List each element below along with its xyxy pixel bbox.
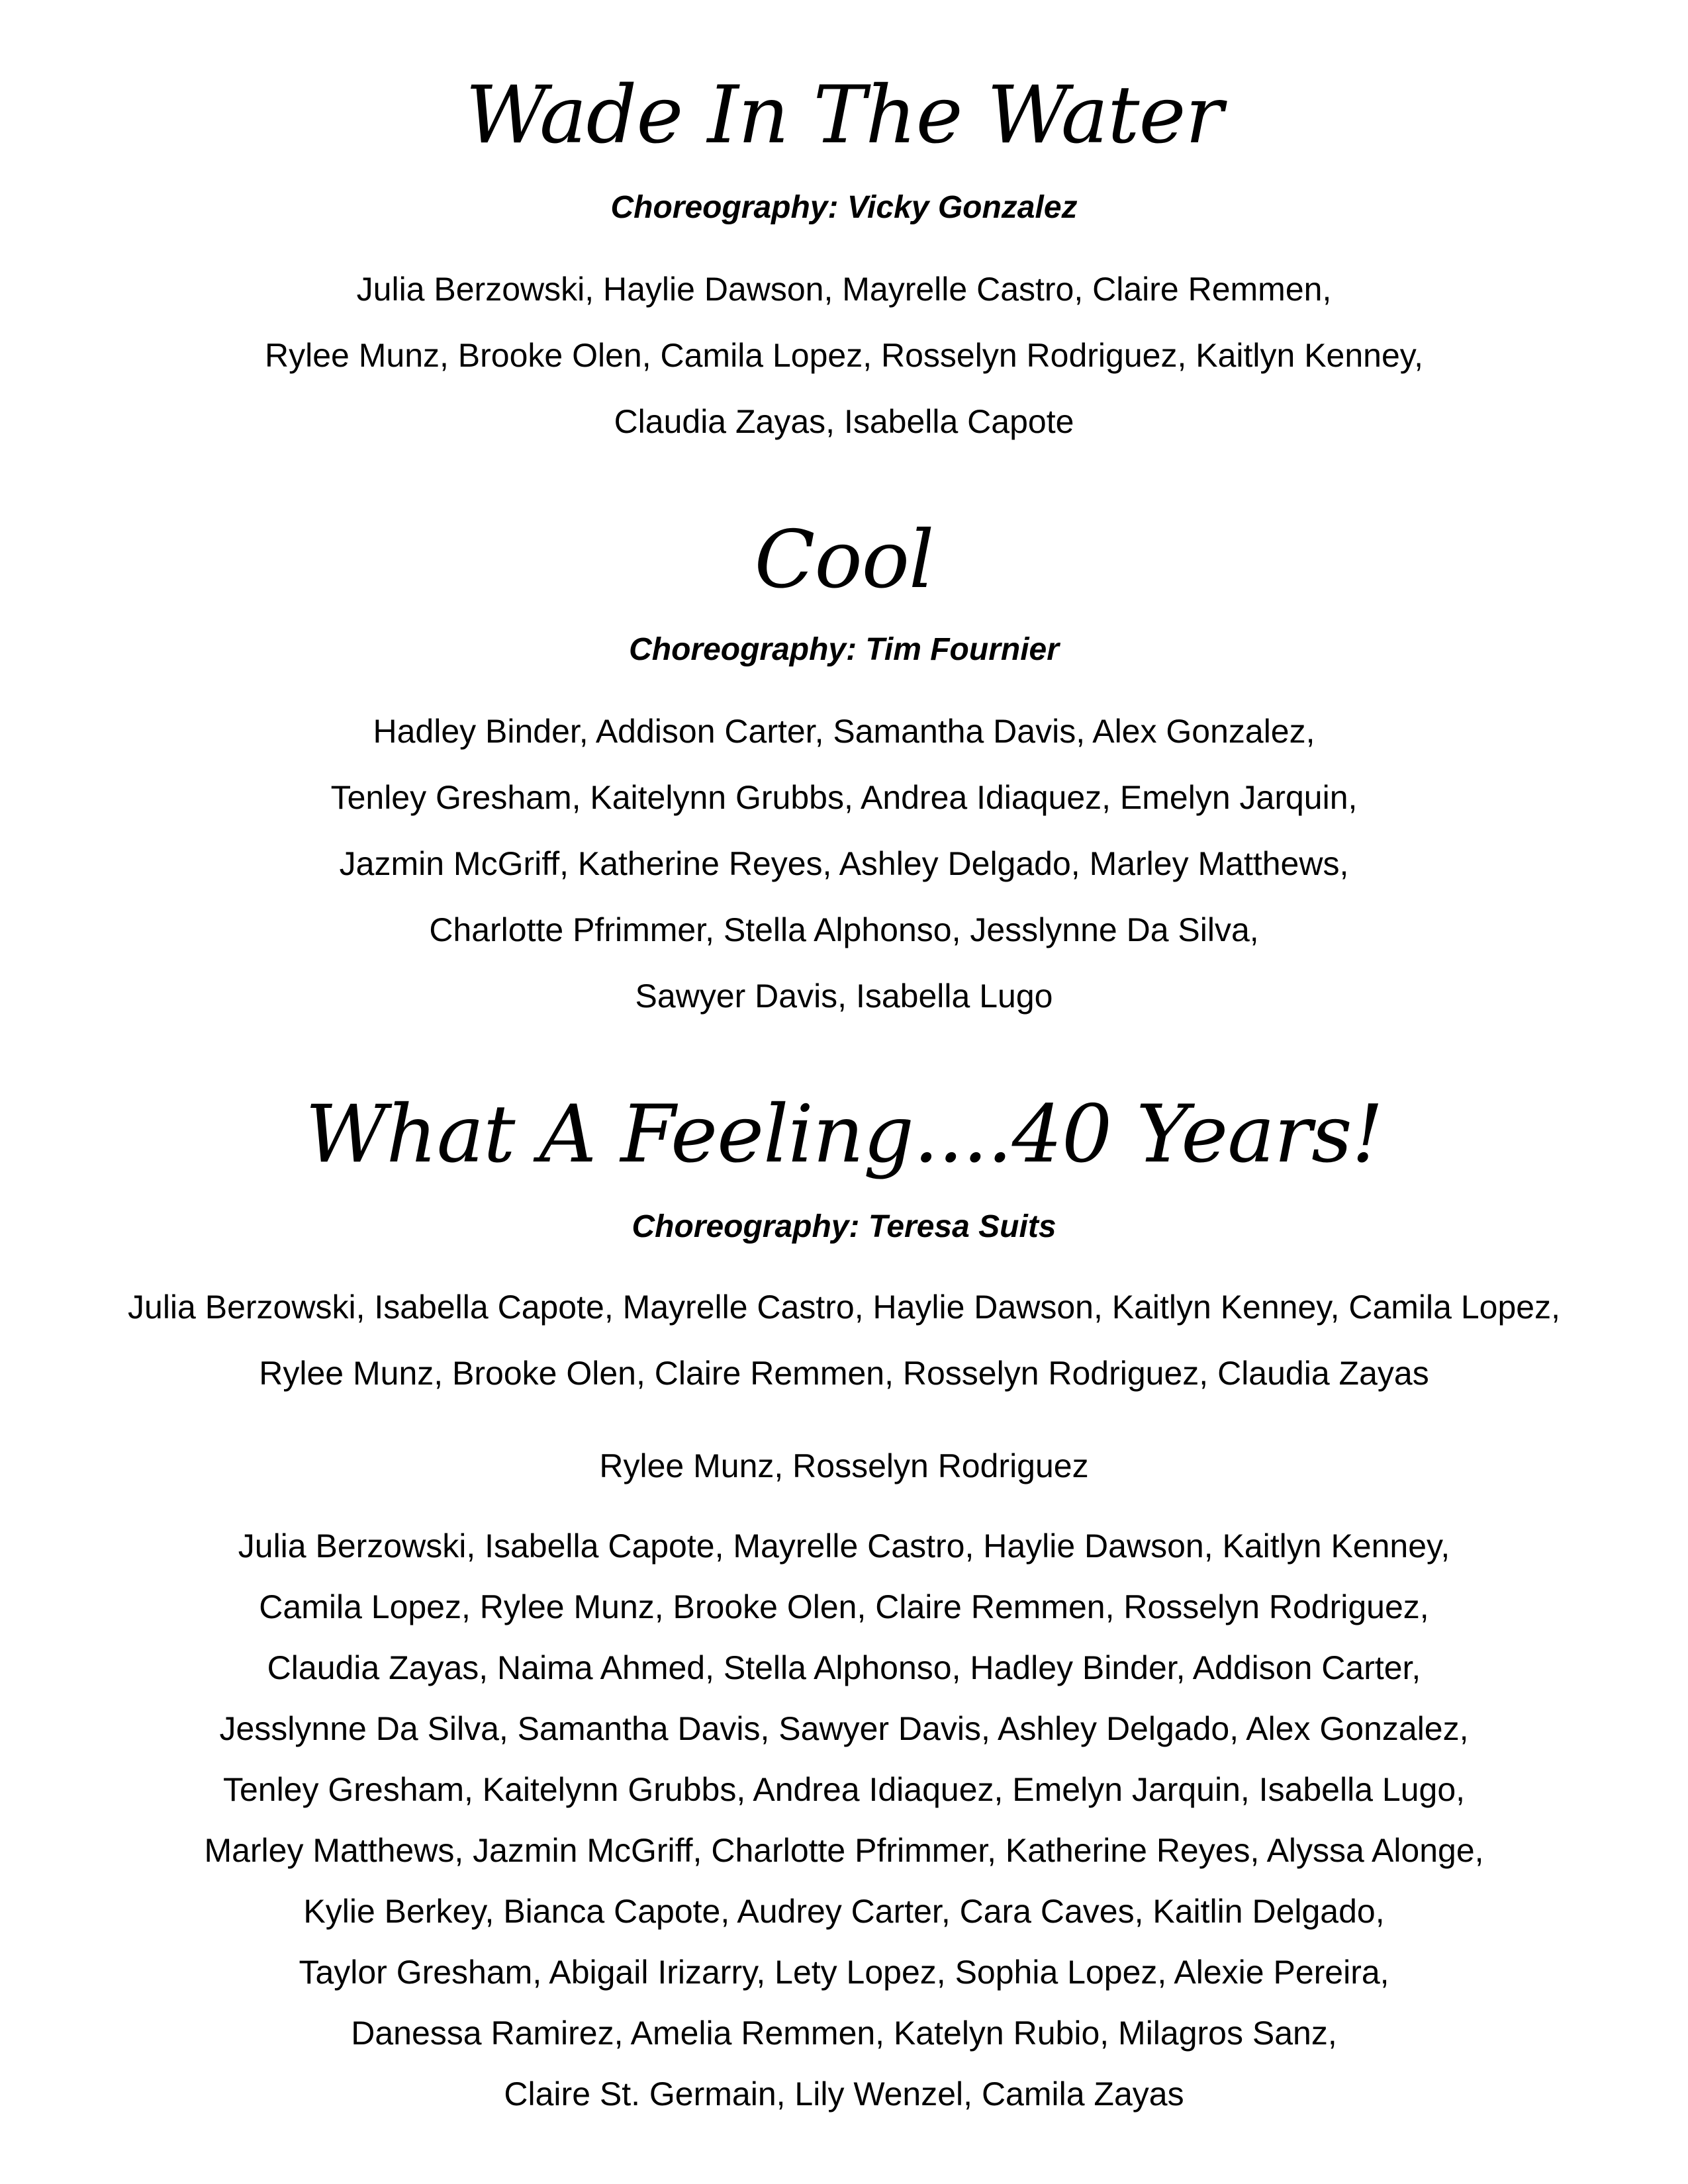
ensemble-list-what-a-feeling [0,1516,1688,2124]
ensemble-line: Claudia Zayas, Naima Ahmed, Stella Alphonso, Hadley Binder, Addison Carter, [267,1649,1421,1686]
cast-line: Claudia Zayas, Isabella Capote [614,403,1074,440]
ensemble-line: Camila Lopez, Rylee Munz, Brooke Olen, Claire Remmen, Rosselyn Rodriguez, [259,1588,1429,1625]
ensemble-line: Tenley Gresham, Kaitelynn Grubbs, Andrea Idiaquez, Emelyn Jarquin, Isabella Lugo, [222,1771,1466,1808]
section-title-wade-in-the-water: Wade In The Water [465,69,1223,161]
ensemble-line: Marley Matthews, Jazmin McGriff, Charlotte Pfrimmer, Katherine Reyes, Alyssa Alonge, [204,1832,1484,1869]
cast-line: Hadley Binder, Addison Carter, Samantha Davis, Alex Gonzalez, [373,713,1315,750]
choreography-credit-what-a-feeling: Choreography: Teresa Suits [632,1209,1056,1244]
cast-line: Rylee Munz, Brooke Olen, Camila Lopez, Rosselyn Rodriguez, Kaitlyn Kenney, [265,337,1423,374]
ensemble-line: Julia Berzowski, Isabella Capote, Mayrelle Castro, Haylie Dawson, Kaitlyn Kenney, [238,1527,1450,1565]
cast-list-wade-in-the-water [0,256,1688,455]
cast-line: Tenley Gresham, Kaitelynn Grubbs, Andrea Idiaquez, Emelyn Jarquin, [330,779,1358,816]
ensemble-line: Jesslynne Da Silva, Samantha Davis, Sawyer Davis, Ashley Delgado, Alex Gonzalez, [219,1710,1469,1747]
ensemble-line: Claire St. Germain, Lily Wenzel, Camila Zayas [504,2075,1184,2113]
ensemble-line: Kylie Berkey, Bianca Capote, Audrey Carter, Cara Caves, Kaitlin Delgado, [303,1893,1385,1930]
cast-line: Charlotte Pfrimmer, Stella Alphonso, Jesslynne Da Silva, [429,911,1259,948]
choreography-credit-wade-in-the-water: Choreography: Vicky Gonzalez [610,190,1078,225]
cast-line: Julia Berzowski, Haylie Dawson, Mayrelle Castro, Claire Remmen, [356,271,1332,308]
featured-list-what-a-feeling [0,1433,1688,1499]
cast-line: Julia Berzowski, Isabella Capote, Mayrelle Castro, Haylie Dawson, Kaitlyn Kenney, Camila Lopez, [128,1289,1560,1326]
cast-list-what-a-feeling [0,1274,1688,1406]
section-title-what-a-feeling: What A Feeling....40 Years! [305,1089,1383,1181]
cast-line: Rylee Munz, Brooke Olen, Claire Remmen, Rosselyn Rodriguez, Claudia Zayas [259,1355,1429,1392]
cast-line: Sawyer Davis, Isabella Lugo [635,978,1053,1015]
choreography-credit-cool: Choreography: Tim Fournier [629,632,1059,667]
cast-list-cool [0,698,1688,1029]
featured-line: Rylee Munz, Rosselyn Rodriguez [599,1447,1089,1484]
ensemble-line: Taylor Gresham, Abigail Irizarry, Lety Lopez, Sophia Lopez, Alexie Pereira, [299,1954,1389,1991]
section-title-cool: Cool [754,514,934,606]
cast-line: Jazmin McGriff, Katherine Reyes, Ashley Delgado, Marley Matthews, [339,845,1349,882]
ensemble-line: Danessa Ramirez, Amelia Remmen, Katelyn Rubio, Milagros Sanz, [351,2015,1337,2052]
